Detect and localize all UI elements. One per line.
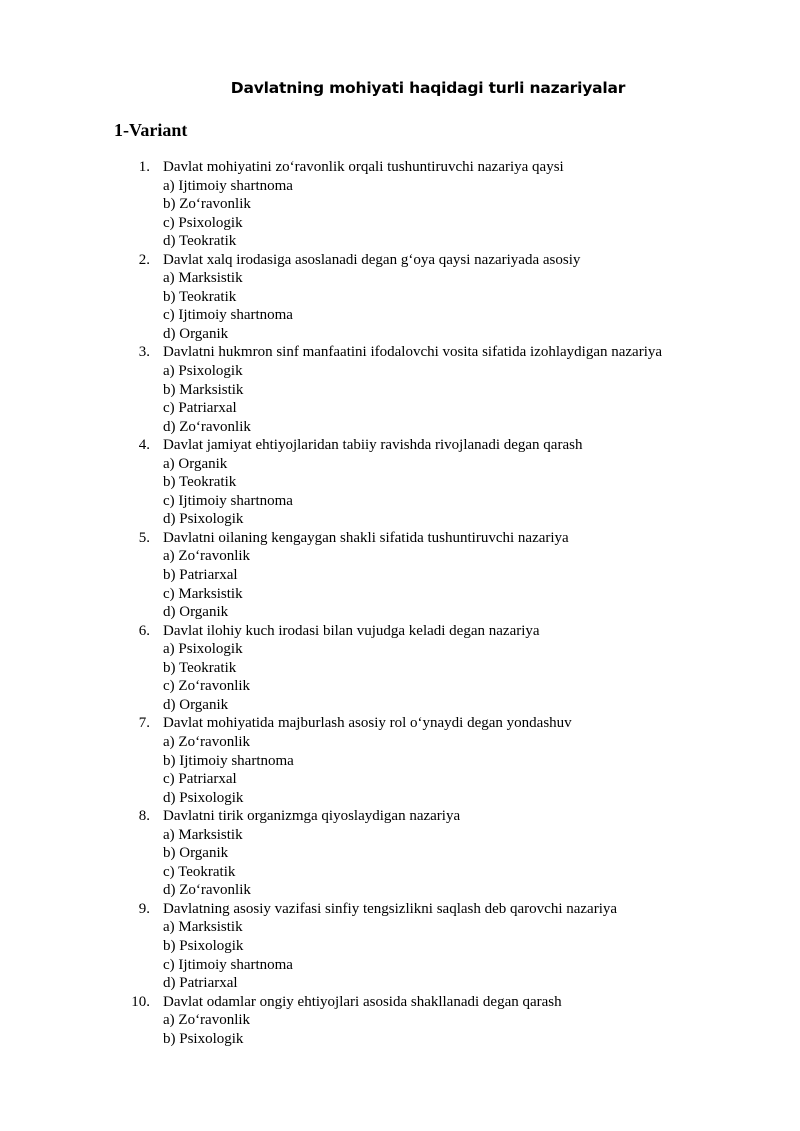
answer-option: a) Psixologik [163, 363, 243, 380]
question-text: Davlatni tirik organizmga qiyoslaydigan nazariya [163, 808, 461, 825]
answer-option: d) Organik [163, 604, 229, 621]
document-title: Davlatning mohiyati haqidagi turli nazariyalar [230, 79, 626, 97]
answer-option: a) Ijtimoiy shartnoma [163, 177, 293, 194]
question-list [0, 158, 662, 1048]
question-text: Davlat odamlar ongiy ehtiyojlari asosida shakllanadi degan qarash [163, 993, 562, 1010]
question-item [0, 436, 662, 529]
answer-option: d) Zo‘ravonlik [163, 418, 251, 435]
question-number: 2. [138, 251, 150, 268]
question-text: Davlat mohiyatini zo‘ravonlik orqali tushuntiruvchi nazariya qaysi [163, 159, 564, 175]
answer-option: a) Zo‘ravonlik [163, 733, 251, 750]
question-item [0, 900, 662, 993]
answer-option: c) Patriarxal [163, 400, 237, 417]
question-item [0, 993, 662, 1049]
answer-options [163, 640, 662, 714]
question-number: 10. [131, 993, 150, 1010]
question-number: 3. [138, 344, 150, 361]
answer-option: c) Ijtimoiy shartnoma [163, 956, 293, 973]
answer-option: c) Psixologik [163, 214, 243, 231]
answer-option: c) Ijtimoiy shartnoma [163, 307, 293, 324]
question-number: 7. [138, 715, 150, 732]
question-item [0, 158, 662, 251]
question-item [0, 343, 662, 436]
answer-option: a) Marksistik [163, 270, 243, 287]
answer-option: a) Marksistik [163, 826, 243, 843]
answer-option: d) Teokratik [163, 233, 237, 250]
answer-option: b) Marksistik [163, 381, 244, 398]
answer-option: d) Patriarxal [163, 975, 238, 992]
question-item [0, 622, 662, 715]
answer-option: c) Zo‘ravonlik [163, 678, 251, 695]
question-text: Davlat ilohiy kuch irodasi bilan vujudga keladi degan nazariya [163, 622, 540, 639]
question-number: 4. [138, 437, 150, 454]
question-text: Davlat jamiyat ehtiyojlaridan tabiiy ravishda rivojlanadi degan qarash [163, 437, 583, 454]
answer-option: d) Psixologik [163, 789, 244, 806]
answer-options [163, 918, 662, 992]
question-item [0, 807, 662, 900]
answer-option: b) Zo‘ravonlik [163, 196, 251, 213]
answer-options [163, 1011, 662, 1048]
answer-option: b) Teokratik [163, 474, 237, 491]
question-text: Davlatning asosiy vazifasi sinfiy tengsizlikni saqlash deb qarovchi nazariya [163, 900, 618, 917]
answer-option: d) Psixologik [163, 511, 244, 528]
answer-option: a) Psixologik [163, 641, 243, 658]
answer-options [163, 547, 662, 621]
question-number: 5. [138, 529, 150, 546]
answer-option: a) Organik [163, 455, 228, 472]
answer-options [163, 269, 662, 343]
answer-options [163, 826, 662, 900]
question-number: 1. [138, 159, 150, 175]
answer-option: b) Patriarxal [163, 567, 238, 584]
question-item [0, 529, 662, 622]
answer-option: b) Psixologik [163, 937, 244, 954]
answer-option: a) Zo‘ravonlik [163, 1012, 251, 1029]
answer-option: a) Marksistik [163, 919, 243, 936]
question-text: Davlat mohiyatida majburlash asosiy rol o‘ynaydi degan yondashuv [163, 715, 572, 732]
question-item [0, 714, 662, 807]
answer-option: c) Patriarxal [163, 771, 237, 788]
question-text: Davlatni hukmron sinf manfaatini ifodalovchi vosita sifatida izohlaydigan nazariya [163, 344, 663, 361]
answer-option: c) Teokratik [163, 863, 236, 880]
answer-option: d) Organik [163, 325, 229, 342]
answer-option: b) Organik [163, 845, 229, 862]
variant-heading: 1-Variant [114, 120, 188, 140]
answer-option: c) Marksistik [163, 585, 243, 602]
answer-option: b) Teokratik [163, 659, 237, 676]
answer-options [163, 455, 662, 529]
answer-option: b) Ijtimoiy shartnoma [163, 752, 294, 769]
answer-options [163, 733, 662, 807]
question-text: Davlat xalq irodasiga asoslanadi degan g‘oya qaysi nazariyada asosiy [163, 251, 581, 268]
answer-option: a) Zo‘ravonlik [163, 548, 251, 565]
answer-option: b) Psixologik [163, 1030, 244, 1047]
question-item [0, 251, 662, 344]
answer-option: c) Ijtimoiy shartnoma [163, 492, 293, 509]
answer-option: d) Organik [163, 696, 229, 713]
answer-options [163, 362, 662, 436]
question-number: 8. [138, 808, 150, 825]
question-number: 9. [138, 900, 150, 917]
answer-options [163, 177, 662, 251]
answer-option: b) Teokratik [163, 288, 237, 305]
answer-option: d) Zo‘ravonlik [163, 882, 251, 899]
question-text: Davlatni oilaning kengaygan shakli sifatida tushuntiruvchi nazariya [163, 529, 569, 546]
question-number: 6. [138, 622, 150, 639]
